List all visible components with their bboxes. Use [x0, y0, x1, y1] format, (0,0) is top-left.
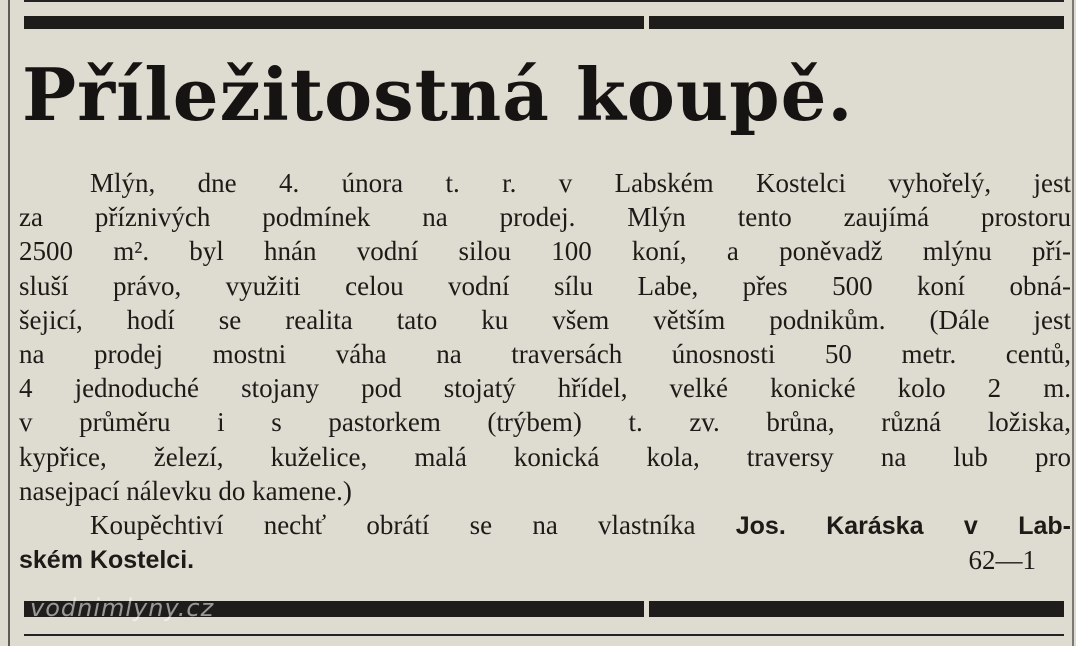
- text-line: nasejpací nálevku do kamene.): [19, 475, 352, 506]
- contact-line: [19, 508, 1071, 543]
- owner-location: ském Kostelci.: [19, 546, 195, 575]
- bottom-rule-gap: [644, 601, 649, 617]
- text-line: šejicí, hodí se realita tato ku všem větším podnikům. (Dále jest: [19, 304, 1071, 335]
- text-line: kypřice, železí, kuželice, malá konická kola, traversy na lub pro: [19, 441, 1071, 472]
- text-line: za příznivých podmínek na prodej. Mlýn tento zaujímá prostoru: [19, 202, 1071, 233]
- contact-text: Koupěchtiví nechť obrátí se na vlastníka: [90, 510, 696, 541]
- text-line: na prodej mostni váha na traversách únosnosti 50 metr. centů,: [19, 339, 1071, 370]
- text-line: v průměru i s pastorkem (trýbem) t. zv. brůna, různá ložiska,: [19, 407, 1071, 438]
- owner-name: Jos. Karáska v Lab-: [735, 512, 1072, 541]
- top-thin-rule: [24, 0, 1064, 2]
- text-line: Mlýn, dne 4. února t. r. v Labském Kostelci vyhořelý, jest: [90, 168, 1071, 198]
- watermark: vodnimlyny.cz: [30, 594, 215, 622]
- reference-number: 62—1: [968, 545, 1036, 576]
- column-rule-left: [8, 0, 10, 646]
- top-thick-rule: [24, 16, 1064, 29]
- notice-body: [19, 166, 1071, 577]
- bottom-thin-rule: [24, 634, 1064, 636]
- text-line: 2500 m². byl hnán vodní silou 100 koní, a poněvadž mlýnu pří-: [19, 236, 1071, 267]
- top-rule-gap: [644, 16, 649, 29]
- text-line: sluší právo, využiti celou vodní sílu Labe, přes 500 koní obná-: [19, 270, 1071, 301]
- text-line: 4 jednoduché stojany pod stojatý hřídel, velké konické kolo 2 m.: [19, 373, 1071, 404]
- notice-title: Příležitostná koupě.: [22, 52, 854, 137]
- column-rule-right: [1072, 0, 1074, 646]
- signature-row: [19, 543, 1036, 577]
